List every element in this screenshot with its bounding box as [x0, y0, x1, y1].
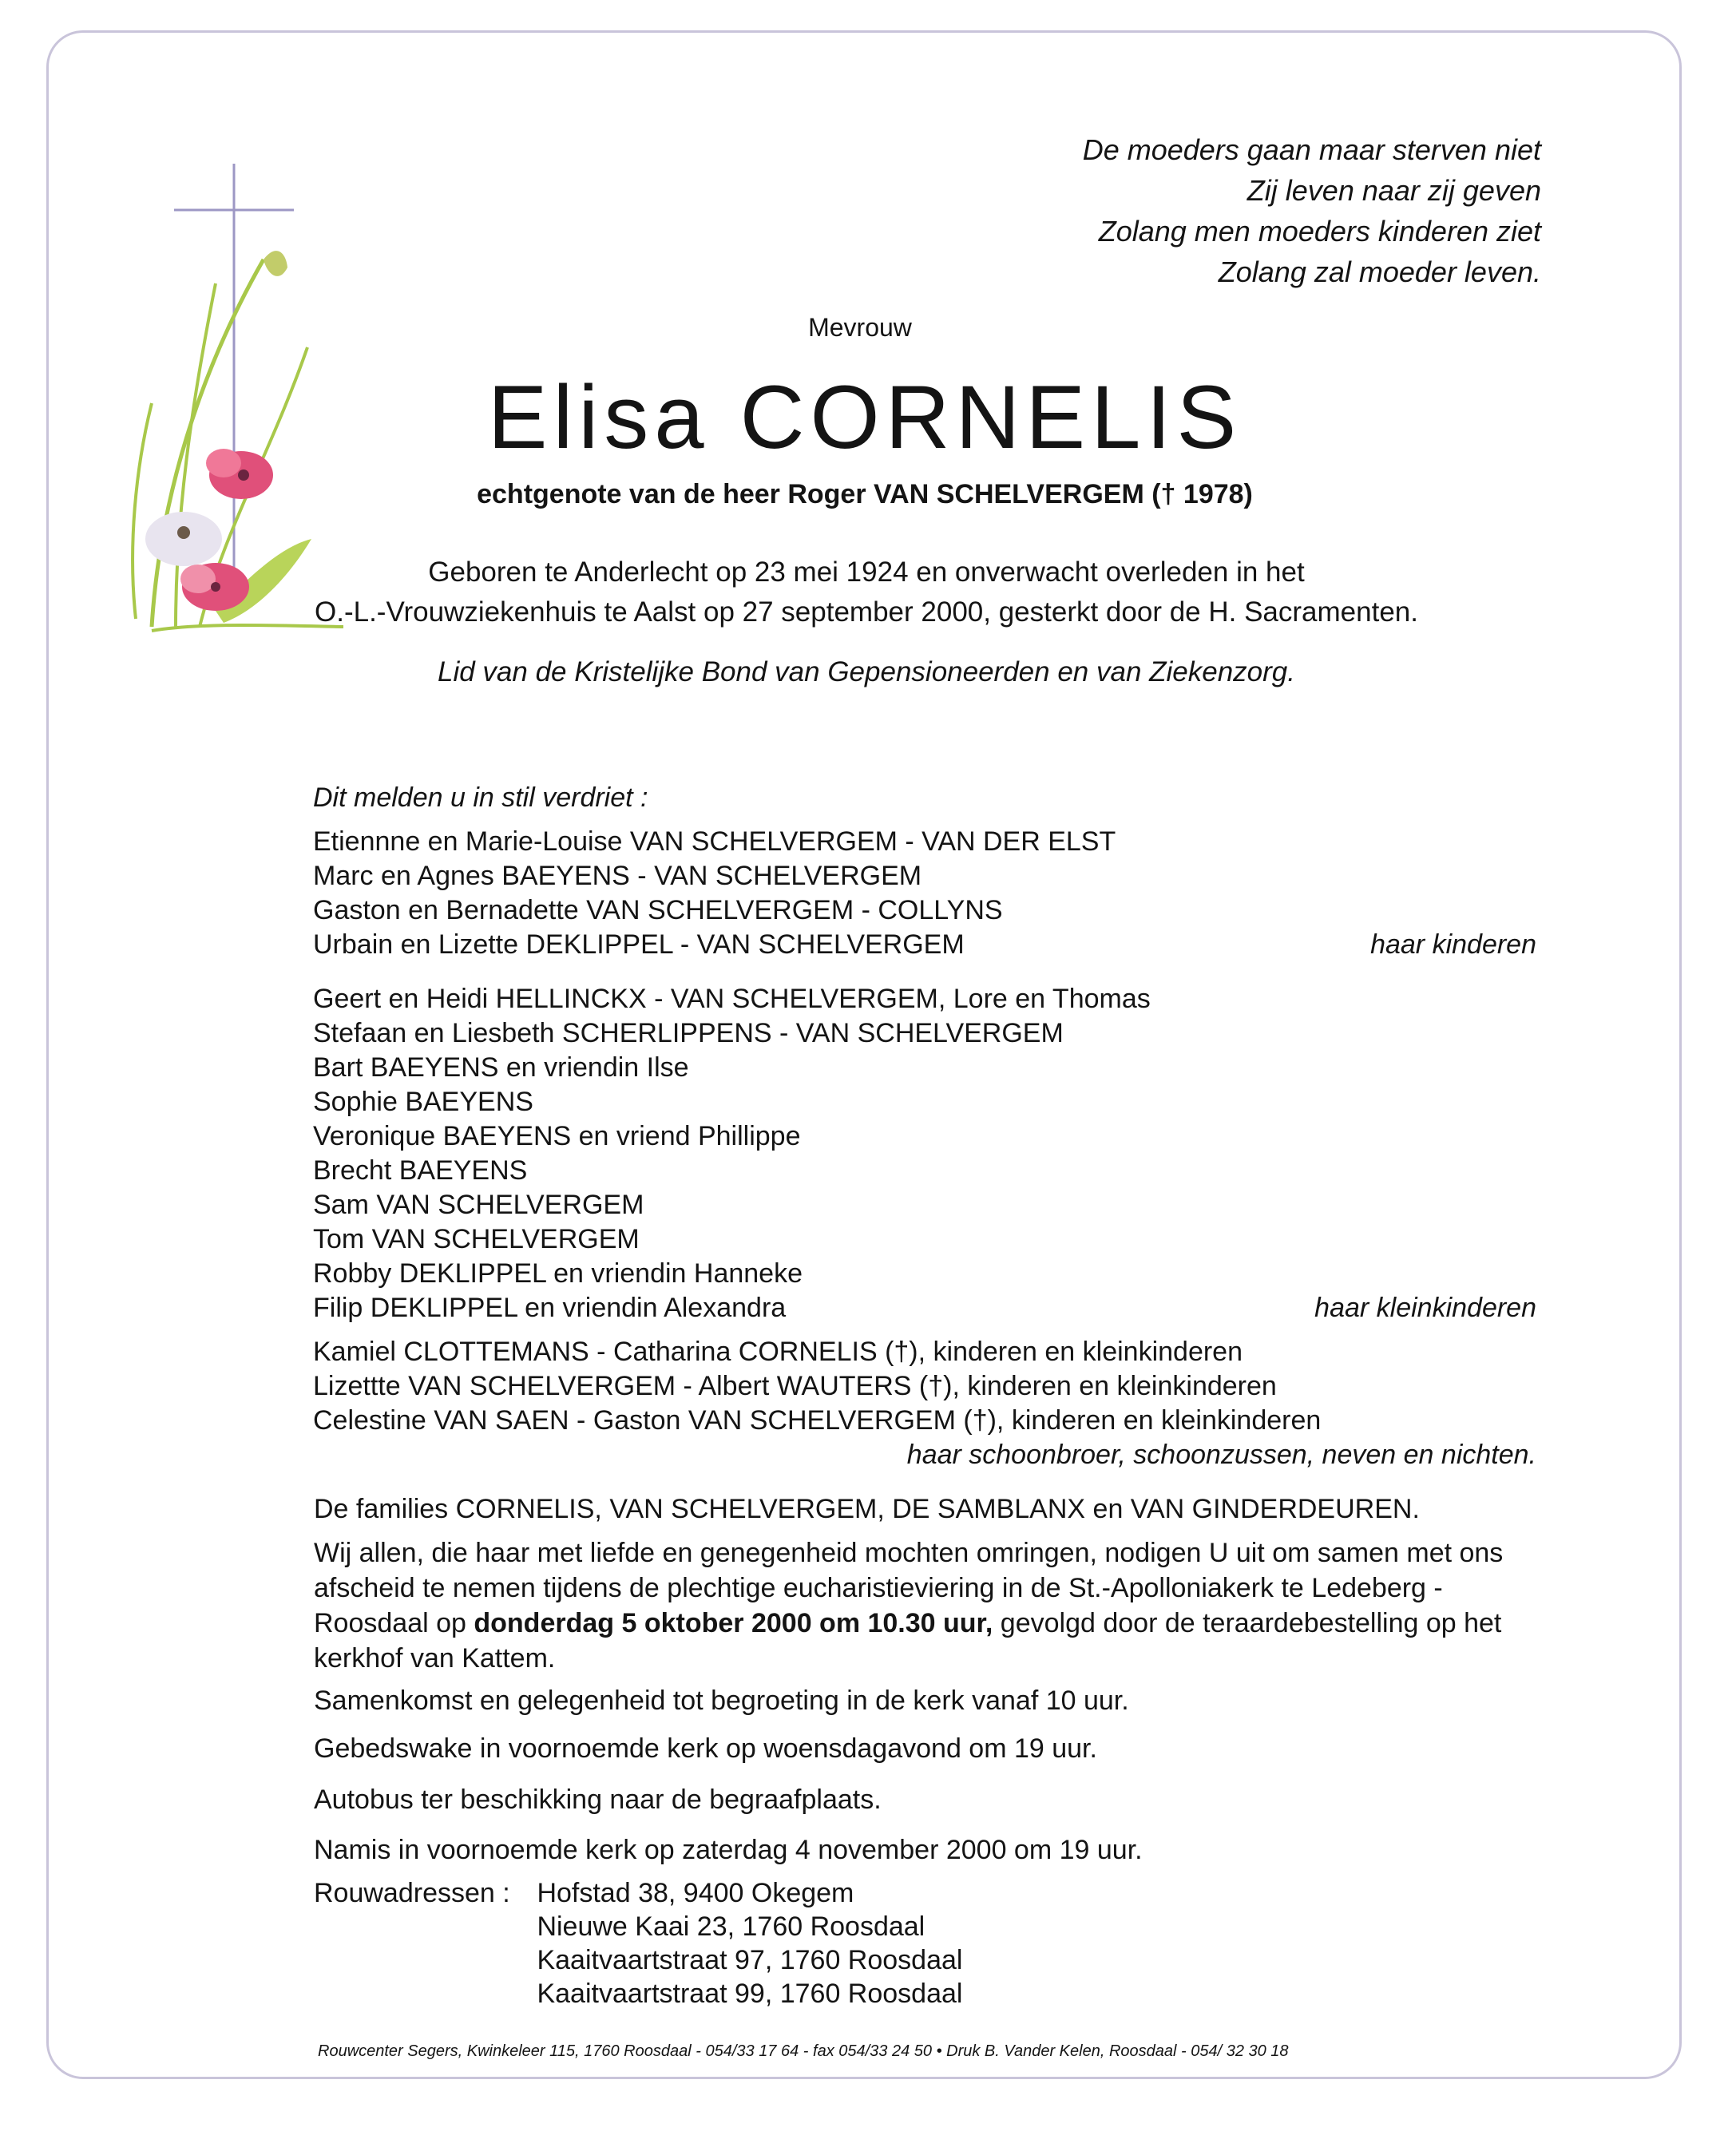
list-item: Geert en Heidi HELLINCKX - VAN SCHELVERGEM, Lore en Thomas [313, 984, 1151, 1014]
deceased-name: Elisa CORNELIS [487, 367, 1243, 467]
address-line: Kaaitvaartstraat 97, 1760 Roosdaal [537, 1945, 963, 1975]
list-item-text: Filip DEKLIPPEL en vriendin Alexandra [313, 1293, 787, 1323]
address-label: Rouwadressen : [314, 1878, 510, 1908]
list-item: Stefaan en Liesbeth SCHERLIPPENS - VAN SCHELVERGEM [313, 1018, 1064, 1048]
list-item [313, 1291, 1536, 1325]
funeral-invitation: Wij allen, die haar met liefde en genegenheid mochten omringen, nodigen U uit om samen met ons afscheid te nemen tijdens de plechtige eucharistieviering in de St.-Apolloniakerk te Ledeberg - Roosdaal op donderdag 5 oktober 2000 om 10.30 uur, gevolgd door de teraardebestelling op het kerkhof van Kattem. [314, 1538, 1504, 1674]
wake-line: Gebedswake in voornoemde kerk op woensdagavond om 19 uur. [314, 1733, 1097, 1764]
list-item: Marc en Agnes BAEYENS - VAN SCHELVERGEM [313, 861, 922, 891]
inlaws-group [313, 1335, 1536, 1472]
list-item: Sophie BAEYENS [313, 1087, 533, 1117]
families-line: De families CORNELIS, VAN SCHELVERGEM, DE SAMBLANX en VAN GINDERDEUREN. [314, 1494, 1420, 1524]
list-item: Sam VAN SCHELVERGEM [313, 1190, 644, 1220]
spouse-line: echtgenote van de heer Roger VAN SCHELVERGEM († 1978) [477, 479, 1253, 509]
memorial-mass-line: Namis in voornoemde kerk op zaterdag 4 november 2000 om 19 uur. [314, 1835, 1143, 1865]
address-line: Hofstad 38, 9400 Okegem [537, 1878, 854, 1908]
list-item: Lizettte VAN SCHELVERGEM - Albert WAUTERS (†), kinderen en kleinkinderen [313, 1371, 1277, 1401]
announcement-intro: Dit melden u in stil verdriet : [313, 782, 648, 813]
list-item: Bart BAEYENS en vriendin Ilse [313, 1052, 689, 1083]
list-item: Veronique BAEYENS en vriend Phillippe [313, 1121, 801, 1151]
relation-label: haar kleinkinderen [1314, 1293, 1536, 1323]
list-item: Kamiel CLOTTEMANS - Catharina CORNELIS (†), kinderen en kleinkinderen [313, 1337, 1243, 1367]
relation-label: haar schoonbroer, schoonzussen, neven en nichten. [906, 1440, 1536, 1470]
poem-line: Zolang men moeders kinderen ziet [1098, 215, 1541, 248]
list-item: Brecht BAEYENS [313, 1155, 528, 1186]
birth-death-details [0, 553, 1736, 632]
poem-line: Zolang zal moeder leven. [1218, 256, 1541, 288]
relation-label: haar kinderen [1370, 929, 1536, 960]
birth-line: Geboren te Anderlecht op 23 mei 1924 en onverwacht overleden in het [428, 557, 1305, 588]
children-group [313, 825, 1536, 962]
poem-line: De moeders gaan maar sterven niet [1082, 133, 1541, 166]
list-item: Celestine VAN SAEN - Gaston VAN SCHELVERGEM (†), kinderen en kleinkinderen [313, 1405, 1322, 1436]
grandchildren-group [313, 982, 1536, 1325]
list-item: Tom VAN SCHELVERGEM [313, 1224, 640, 1254]
funeral-datetime: donderdag 5 oktober 2000 om 10.30 uur, [474, 1608, 993, 1638]
meeting-line: Samenkomst en gelegenheid tot begroeting in de kerk vanaf 10 uur. [314, 1686, 1129, 1716]
list-item: Etiennne en Marie-Louise VAN SCHELVERGEM - VAN DER ELST [313, 826, 1116, 857]
mourning-addresses [314, 1876, 962, 2010]
membership-line: Lid van de Kristelijke Bond van Gepensioneerden en van Ziekenzorg. [437, 656, 1295, 687]
list-item: Gaston en Bernadette VAN SCHELVERGEM - COLLYNS [313, 895, 1003, 925]
death-line: O.-L.-Vrouwziekenhuis te Aalst op 27 september 2000, gesterkt door de H. Sacramenten. [315, 596, 1418, 628]
bus-line: Autobus ter beschikking naar de begraafplaats. [314, 1785, 882, 1815]
poem-line: Zij leven naar zij geven [1247, 174, 1541, 207]
list-item: Robby DEKLIPPEL en vriendin Hanneke [313, 1258, 803, 1289]
address-line: Kaaitvaartstraat 99, 1760 Roosdaal [537, 1979, 963, 2009]
list-item-text: Urbain en Lizette DEKLIPPEL - VAN SCHELVERGEM [313, 929, 965, 960]
poem [1083, 129, 1541, 292]
address-line: Nieuwe Kaai 23, 1760 Roosdaal [537, 1911, 925, 1942]
list-item [313, 928, 1536, 962]
honorific: Mevrouw [808, 313, 912, 342]
printer-footer: Rouwcenter Segers, Kwinkeleer 115, 1760 Roosdaal - 054/33 17 64 - fax 054/33 24 50 • Druk B. Vander Kelen, Roosdaal - 054/ 32 30 18 [318, 2042, 1289, 2060]
